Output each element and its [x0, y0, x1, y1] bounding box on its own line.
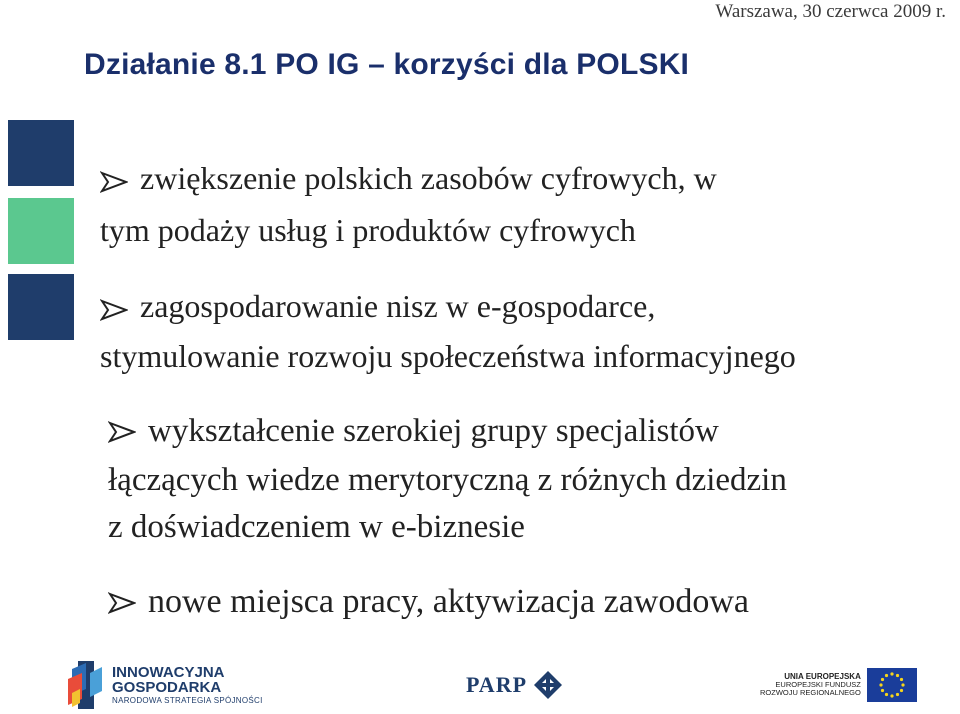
bullet-2 [100, 283, 796, 379]
eu-logo [760, 668, 917, 702]
ig-emblem-icon [68, 659, 104, 711]
bullet-1 [100, 154, 717, 254]
footer-logos [0, 650, 960, 714]
ig-line1: INNOWACYJNA [112, 664, 225, 681]
bullet-1-line1: zwiększenie polskich zasobów cyfrowych, w [140, 160, 717, 196]
bullet-3 [108, 408, 787, 551]
innowacyjna-gospodarka-logo [68, 658, 263, 712]
parp-logo [466, 670, 563, 700]
date-label: Warszawa, 30 czerwca 2009 r. [715, 1, 946, 22]
slide-title: Działanie 8.1 PO IG – korzyści dla POLSKI [84, 48, 690, 81]
decor-square-dark-top [8, 120, 74, 186]
ig-line3: NARODOWA STRATEGIA SPÓJNOŚCI [112, 696, 263, 705]
eu-line2: EUROPEJSKI FUNDUSZ [775, 680, 861, 690]
parp-emblem-icon [533, 670, 563, 700]
ig-line2: GOSPODARKA [112, 679, 222, 696]
arrow-bullet-icon [108, 410, 136, 457]
bullet-2-line1: zagospodarowanie nisz w e-gospodarce, [140, 288, 656, 324]
bullet-1-line2: tym podaży usług i produktów cyfrowych [100, 211, 636, 248]
bullet-3-line3: z doświadczeniem w e-biznesie [108, 508, 525, 545]
arrow-bullet-icon [108, 581, 136, 627]
decor-square-dark-bottom [8, 274, 74, 340]
bullet-4 [108, 579, 749, 627]
arrow-bullet-icon [100, 158, 128, 206]
eu-line1: UNIA EUROPEJSKA [784, 671, 861, 681]
bullet-4-line1: nowe miejsca pracy, aktywizacja zawodowa [148, 583, 750, 620]
eu-line3: ROZWOJU REGIONALNEGO [760, 688, 861, 698]
parp-text: PARP [466, 672, 528, 697]
decor-square-green [8, 198, 74, 264]
bullet-3-line2: łączących wiedze merytoryczną z różnych dziedzin [108, 461, 787, 498]
eu-flag-icon [867, 668, 917, 702]
bullet-2-line2: stymulowanie rozwoju społeczeństwa informacyjnego [100, 337, 796, 374]
bullet-3-line1: wykształcenie szerokiej grupy specjalistów [148, 413, 719, 449]
arrow-bullet-icon [100, 287, 128, 333]
